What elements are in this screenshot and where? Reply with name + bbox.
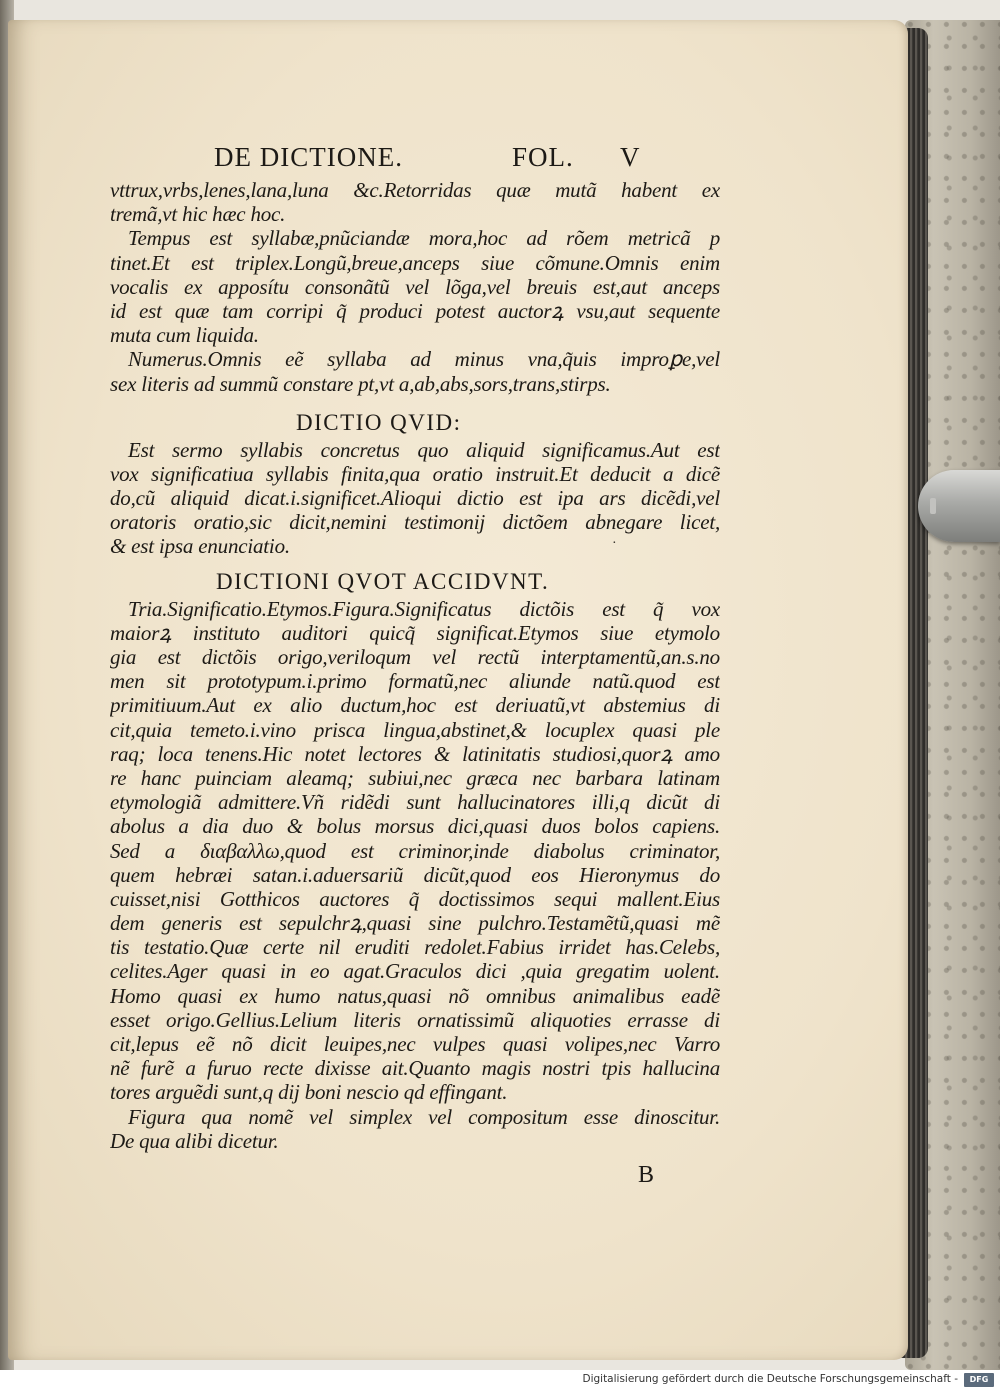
text-line: vocalis ex apposítu consonãtũ vel lõga,vel breuis est,aut anceps — [110, 274, 720, 299]
ink-speck: · — [612, 536, 617, 551]
text-line: cuisset,nisi Gotthicos auctores q̃ doctissimos sequi mallent.Eius — [110, 886, 720, 911]
text-line: men sit prototypum.i.primo formatũ,nec aliunde natũ.quod est — [110, 669, 720, 694]
text-line: vox significatiua syllabis finita,qua oratio instruit.Et deducit a dicẽ — [110, 461, 720, 486]
text-line: De qua alibi dicetur. — [110, 1128, 279, 1153]
text-line: Est sermo syllabis concretus quo aliquid significamus.Aut est — [128, 437, 720, 462]
text-line: re hanc puinciam aleamq; subiui,nec græca nec barbara latinam — [110, 765, 720, 790]
text-line: Numerus.Omnis eẽ syllaba ad minus vna,q̃uis improꝑe,vel — [128, 347, 720, 372]
text-line: tinet.Et est triplex.Longũ,breue,anceps siue cõmune.Omnis enim — [110, 250, 720, 275]
text-line: vttrux,vrbs,lenes,lana,luna &c.Retorridas quæ mutã habent ex — [110, 178, 720, 202]
text-line: cit,lepus eẽ nõ dicit leuipes,nec vulpes quasi volipes,nec Varro — [110, 1032, 720, 1056]
text-line: primitiuum.Aut ex alio ductum,hoc est deriuatũ,vt abstemius di — [110, 693, 720, 718]
paragraph — [110, 226, 720, 347]
text-line: id est quæ tam corripi q̃ produci potest auctorꝝ vsu,aut sequente — [110, 298, 720, 323]
text-line: esset origo.Gellius.Lelium literis ornatissimũ aliquoties errasse di — [110, 1007, 720, 1032]
text-line: Homo quasi ex humo natus,quasi nõ omnibus animalibus eadẽ — [110, 983, 720, 1008]
text-line: gia est dictõis origo,veriloqum vel rectũ interptamentũ,an.s.no — [110, 645, 720, 669]
text-line: tremã,vt hic hæc hoc. — [110, 202, 286, 227]
text-line: nẽ furẽ a furuo recte dixisse ait.Quanto magis nostri tpis hallucina — [110, 1056, 720, 1081]
text-line: cit,quia temeto.i.vino prisca lingua,abstinet,& locuplex quasi ple — [110, 717, 720, 742]
page-text-block — [110, 142, 720, 1153]
text-line: & est ipsa enunciatio. — [110, 534, 290, 559]
dfg-logo-icon: DFG — [964, 1373, 994, 1387]
paragraph — [110, 1105, 720, 1153]
text-line: etymologiã admittere.Vñ ridẽdi sunt hallucinatores illi,q dicũt di — [110, 790, 720, 815]
text-line: raq; loca tenens.Hic notet lectores & latinitatis studiosi,quorꝝ amo — [110, 741, 720, 766]
running-head-title: DE DICTIONE. — [214, 142, 403, 172]
footer-bar — [0, 1370, 1000, 1390]
text-line: Sed a διαβαλλω,quod est criminor,inde diabolus criminator, — [110, 838, 720, 863]
text-line: maiorꝝ instituto auditori quicq̃ significat.Etymos siue etymolo — [110, 620, 720, 645]
text-line: oratoris oratio,sic dicit,nemini testimonij dictõem abnegare licet, — [110, 510, 720, 535]
text-line: tis testatio.Quæ certe nil eruditi redolet.Fabius irridet has.Celebs, — [110, 935, 720, 960]
clasp-pin — [930, 498, 936, 514]
text-line: tores arguẽdi sunt,q dij boni nescio qd effingant. — [110, 1080, 508, 1105]
section-heading: DICTIONI QVOT ACCIDVNT. — [216, 568, 550, 594]
funding-credit: Digitalisierung gefördert durch die Deutsche Forschungsgemeinschaft - — [582, 1373, 958, 1385]
paragraph — [110, 597, 720, 1105]
text-line: Tria.Significatio.Etymos.Figura.Significatus dictõis est q̃ vox — [128, 596, 720, 621]
signature-mark: B — [638, 1162, 655, 1188]
paragraph — [110, 347, 720, 395]
text-line: dem generis est sepulchrꝝ,quasi sine pulchro.Testamẽtũ,quasi mẽ — [110, 911, 720, 936]
folio-number: V — [620, 142, 641, 172]
paragraph — [110, 438, 720, 559]
text-line: muta cum liquida. — [110, 323, 259, 348]
running-head — [110, 142, 720, 178]
text-line: abolus a dia duo & bolus morsus dici,quasi duos bolos capiens. — [110, 814, 720, 839]
running-head-fol: FOL. — [512, 142, 574, 172]
section-heading: DICTIO QVID: — [296, 409, 462, 435]
paragraph — [110, 178, 720, 226]
text-line: Tempus est syllabæ,pnũciandæ mora,hoc ad rõem metricã p — [128, 226, 720, 251]
text-line: quem hebræi satan.i.aduersariũ dicũt,quod eos Hieronymus do — [110, 862, 720, 887]
text-line: do,cũ aliquid dicat.i.significet.Alioqui dictio est ipa ars dicẽdi,vel — [110, 486, 720, 511]
text-line: celites.Ager quasi in eo agat.Graculos dici ,quia gregatim uolent. — [110, 959, 720, 984]
text-line: Figura qua nomẽ vel simplex vel compositum esse dinoscitur. — [128, 1104, 720, 1129]
text-line: sex literis ad summũ constare pt,vt a,ab,abs,sors,trans,stirps. — [110, 371, 611, 396]
